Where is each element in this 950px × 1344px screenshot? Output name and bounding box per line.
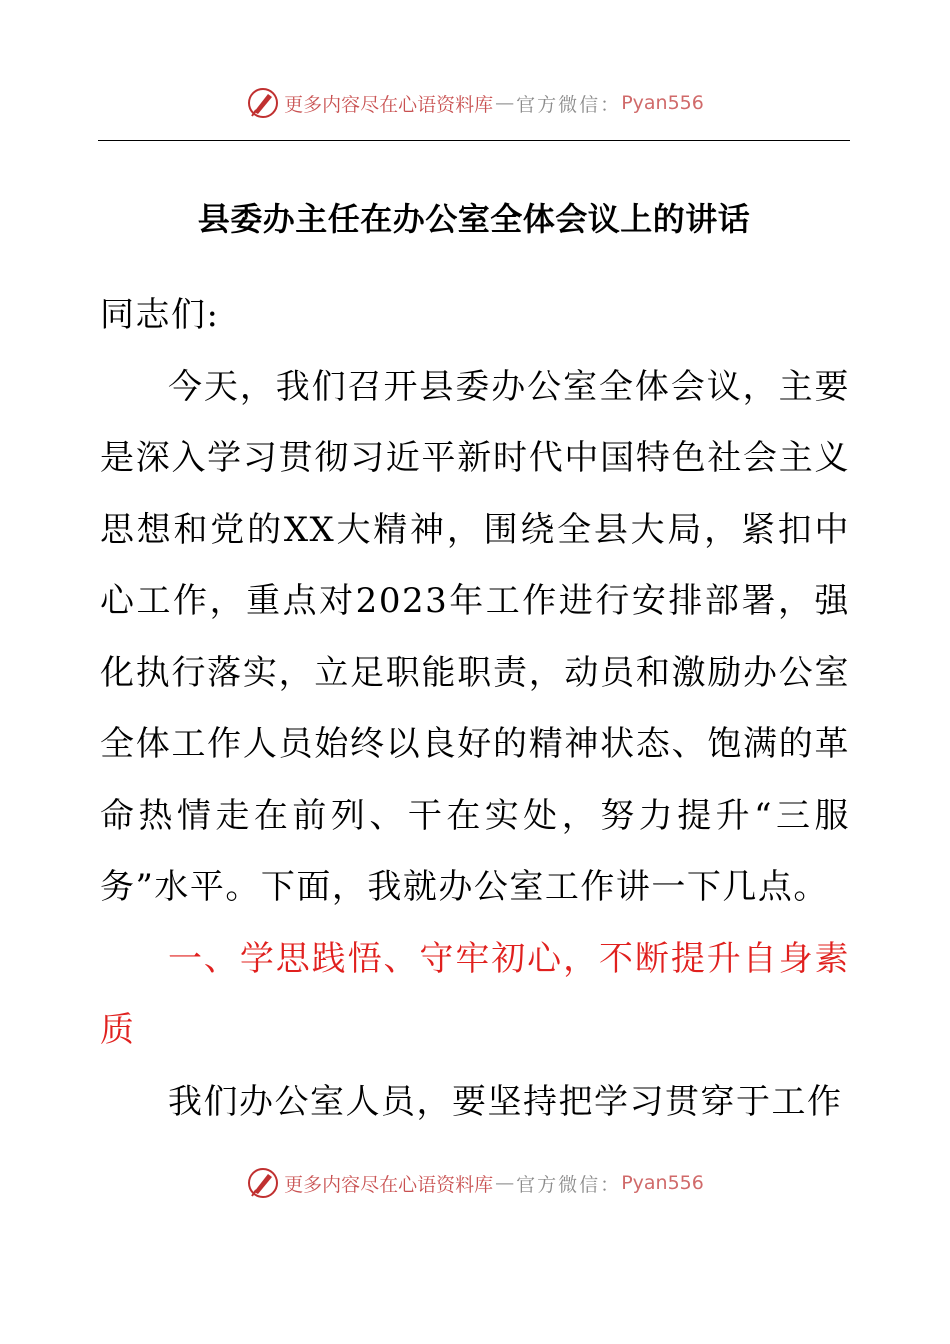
watermark-label: 官方微信： [516, 1173, 622, 1196]
paragraph-2: 我们办公室人员，要坚持把学习贯穿于工作 [168, 1081, 843, 1122]
header-watermark [0, 86, 950, 120]
watermark-dash: — [495, 1172, 515, 1194]
header-rule [98, 140, 850, 141]
salutation: 同志们: [100, 295, 220, 335]
watermark-text: 更多内容尽在心语资料库 [284, 93, 494, 116]
watermark-label: 官方微信： [516, 93, 622, 116]
footer-watermark [0, 1166, 950, 1200]
paragraph-intro: 今天，我们召开县委办公室全体会议，主要是深入学习贯彻习近平新时代中国特色社会主义思想和党的XX大精神，围绕全县大局，紧扣中心工作，重点对2023年工作进行安排部署，强化执行落实，立足职能职责，动员和激励办公室全体工作人员始终以良好的精神状态、饱满的革命热情走在前列、干在实处，努力提升“三服务”水平。下面，我就办公室工作讲一下几点。 [100, 366, 850, 907]
watermark-id: Pyan556 [621, 1172, 704, 1194]
document-body [100, 280, 850, 1138]
watermark-dash: — [495, 92, 515, 114]
watermark-id: Pyan556 [621, 92, 704, 114]
watermark-text: 更多内容尽在心语资料库 [284, 1173, 494, 1196]
section-heading-1: 一、学思践悟、守牢初心，不断提升自身素质 [100, 938, 850, 1050]
document-title: 县委办主任在办公室全体会议上的讲话 [197, 200, 751, 238]
quill-logo-icon [246, 86, 280, 120]
quill-logo-icon [246, 1166, 280, 1200]
